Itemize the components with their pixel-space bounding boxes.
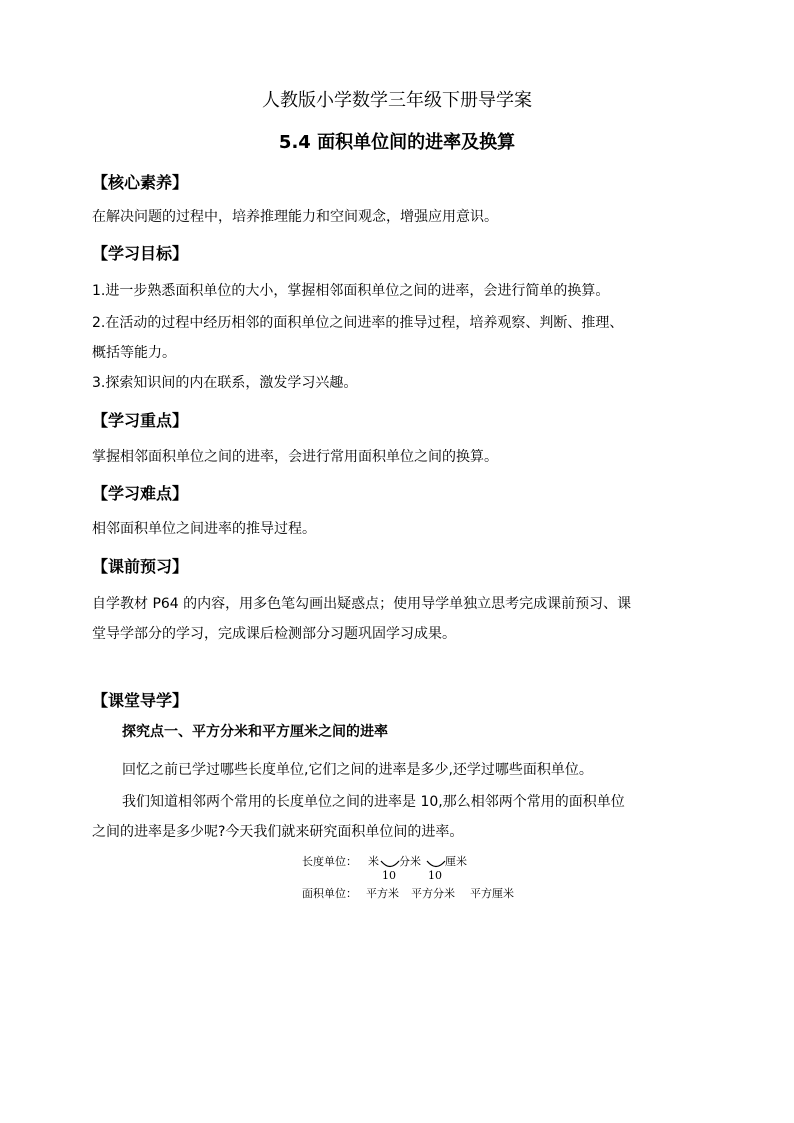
explore-title: 探究点一、平方分米和平方厘米之间的进率: [122, 724, 388, 740]
preview-line-1: 自学教材 P64 的内容，用多色笔勾画出疑惑点；使用导学单独立思考完成课前预习、课: [92, 596, 632, 612]
length-unit-2: 分米: [399, 855, 421, 868]
difficulty-text: 相邻面积单位之间进率的推导过程。: [92, 521, 316, 537]
heading-focus: 【学习重点】: [92, 411, 189, 430]
goal-item-2-line-1: 2.在活动的过程中经历相邻的面积单位之间进率的推导过程，培养观察、判断、推理、: [92, 315, 624, 331]
heading-classroom: 【课堂导学】: [92, 691, 189, 710]
goal-item-2-line-2: 概括等能力。: [92, 345, 176, 361]
heading-goals: 【学习目标】: [92, 244, 189, 263]
doc-subtitle: 5.4 面积单位间的进率及换算: [278, 132, 516, 153]
focus-text: 掌握相邻面积单位之间的进率，会进行常用面积单位之间的换算。: [92, 449, 498, 465]
length-label: 长度单位：: [302, 855, 357, 868]
classroom-para-1: 回忆之前已学过哪些长度单位,它们之间的进率是多少,还学过哪些面积单位。: [122, 762, 593, 778]
heading-core: 【核心素养】: [92, 173, 189, 192]
goal-item-3: 3.探索知识间的内在联系，激发学习兴趣。: [92, 375, 358, 391]
heading-difficulty: 【学习难点】: [92, 484, 189, 503]
rate-1: 10: [382, 869, 396, 882]
length-unit-1: 米: [368, 855, 379, 868]
area-label: 面积单位：: [302, 887, 357, 900]
classroom-para-2-line-2: 之间的进率是多少呢?今天我们就来研究面积单位间的进率。: [92, 824, 464, 840]
doc-title: 人教版小学数学三年级下册导学案: [262, 90, 532, 111]
area-unit-3: 平方厘米: [470, 887, 514, 900]
preview-line-2: 堂导学部分的学习，完成课后检测部分习题巩固学习成果。: [92, 626, 456, 642]
goal-item-1: 1.进一步熟悉面积单位的大小，掌握相邻面积单位之间的进率，会进行简单的换算。: [92, 283, 610, 299]
classroom-para-2-line-1: 我们知道相邻两个常用的长度单位之间的进率是 10,那么相邻两个常用的面积单位: [122, 794, 625, 810]
heading-preview: 【课前预习】: [92, 557, 189, 576]
length-unit-3: 厘米: [445, 855, 467, 868]
area-unit-2: 平方分米: [411, 887, 455, 900]
core-text: 在解决问题的过程中，培养推理能力和空间观念，增强应用意识。: [92, 209, 498, 225]
rate-2: 10: [428, 869, 442, 882]
area-unit-1: 平方米: [366, 887, 399, 900]
